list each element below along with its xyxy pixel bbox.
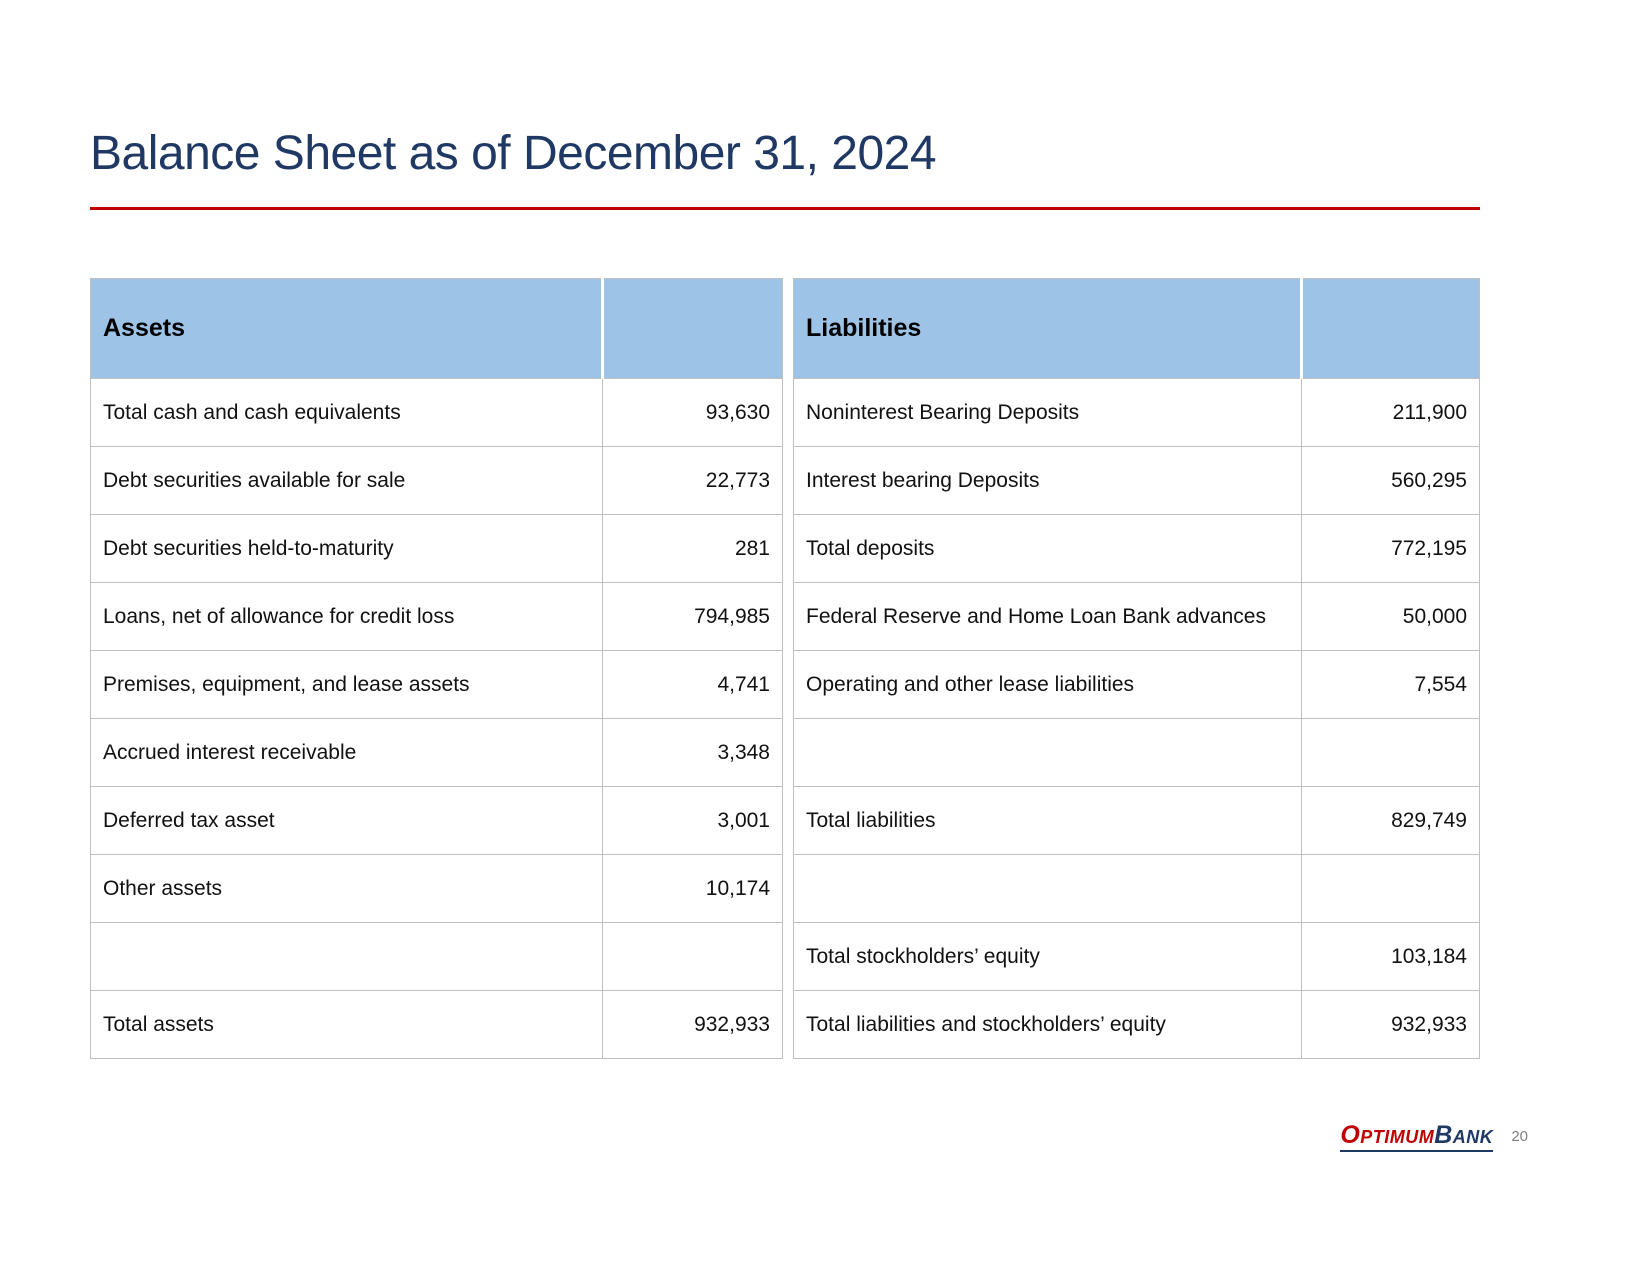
row-label: Deferred tax asset	[91, 787, 603, 855]
table-row	[91, 651, 783, 719]
row-value: 932,933	[1301, 991, 1479, 1059]
row-label: Loans, net of allowance for credit loss	[91, 583, 603, 651]
row-label: Operating and other lease liabilities	[794, 651, 1302, 719]
row-value	[1301, 719, 1479, 787]
row-label: Total cash and cash equivalents	[91, 379, 603, 447]
row-value: 22,773	[603, 447, 783, 515]
table-row	[91, 855, 783, 923]
row-value: 7,554	[1301, 651, 1479, 719]
row-label: Federal Reserve and Home Loan Bank advances	[794, 583, 1302, 651]
table-row	[794, 923, 1480, 991]
row-value: 10,174	[603, 855, 783, 923]
row-label: Other assets	[91, 855, 603, 923]
row-value: 3,001	[603, 787, 783, 855]
liabilities-header-value	[1301, 279, 1479, 379]
balance-sheet-tables	[90, 278, 1480, 1059]
table-row	[91, 515, 783, 583]
row-value: 3,348	[603, 719, 783, 787]
table-row	[794, 651, 1480, 719]
table-row-empty	[794, 719, 1480, 787]
row-label	[794, 855, 1302, 923]
table-row	[794, 447, 1480, 515]
table-row-total	[794, 787, 1480, 855]
row-value: 4,741	[603, 651, 783, 719]
table-row	[91, 787, 783, 855]
logo-text-optimum: Optimum	[1340, 1121, 1435, 1149]
table-row	[794, 515, 1480, 583]
row-label: Debt securities held-to-maturity	[91, 515, 603, 583]
row-value: 211,900	[1301, 379, 1479, 447]
row-value	[603, 923, 783, 991]
title-underline-rule	[90, 207, 1480, 210]
row-label	[794, 719, 1302, 787]
row-value: 829,749	[1301, 787, 1479, 855]
liabilities-table	[793, 278, 1480, 1059]
table-row-total	[91, 991, 783, 1059]
table-row-empty	[794, 855, 1480, 923]
table-row	[794, 379, 1480, 447]
row-label: Total liabilities	[794, 787, 1302, 855]
row-label: Total deposits	[794, 515, 1302, 583]
liabilities-header-row	[794, 279, 1480, 379]
row-label: Interest bearing Deposits	[794, 447, 1302, 515]
row-value: 103,184	[1301, 923, 1479, 991]
row-label	[91, 923, 603, 991]
row-label: Debt securities available for sale	[91, 447, 603, 515]
row-label: Noninterest Bearing Deposits	[794, 379, 1302, 447]
row-label: Accrued interest receivable	[91, 719, 603, 787]
logo-text-bank: Bank	[1434, 1121, 1494, 1149]
table-row	[794, 583, 1480, 651]
table-row	[91, 719, 783, 787]
row-value: 93,630	[603, 379, 783, 447]
assets-header-value	[603, 279, 783, 379]
row-label: Total assets	[91, 991, 603, 1059]
table-row-empty	[91, 923, 783, 991]
row-label: Premises, equipment, and lease assets	[91, 651, 603, 719]
page-number: 20	[1511, 1128, 1528, 1146]
row-value: 560,295	[1301, 447, 1479, 515]
table-row-total	[794, 991, 1480, 1059]
liabilities-header-label: Liabilities	[794, 279, 1302, 379]
row-label: Total liabilities and stockholders’ equity	[794, 991, 1302, 1059]
slide-footer	[1340, 1122, 1528, 1152]
table-row	[91, 379, 783, 447]
row-value: 794,985	[603, 583, 783, 651]
page-title: Balance Sheet as of December 31, 2024	[90, 127, 937, 180]
assets-header-row	[91, 279, 783, 379]
row-label: Total stockholders’ equity	[794, 923, 1302, 991]
assets-table	[90, 278, 783, 1059]
table-row	[91, 447, 783, 515]
table-row	[91, 583, 783, 651]
row-value: 932,933	[603, 991, 783, 1059]
optimumbank-logo	[1340, 1122, 1493, 1152]
row-value: 281	[603, 515, 783, 583]
row-value	[1301, 855, 1479, 923]
assets-header-label: Assets	[91, 279, 603, 379]
row-value: 772,195	[1301, 515, 1479, 583]
row-value: 50,000	[1301, 583, 1479, 651]
